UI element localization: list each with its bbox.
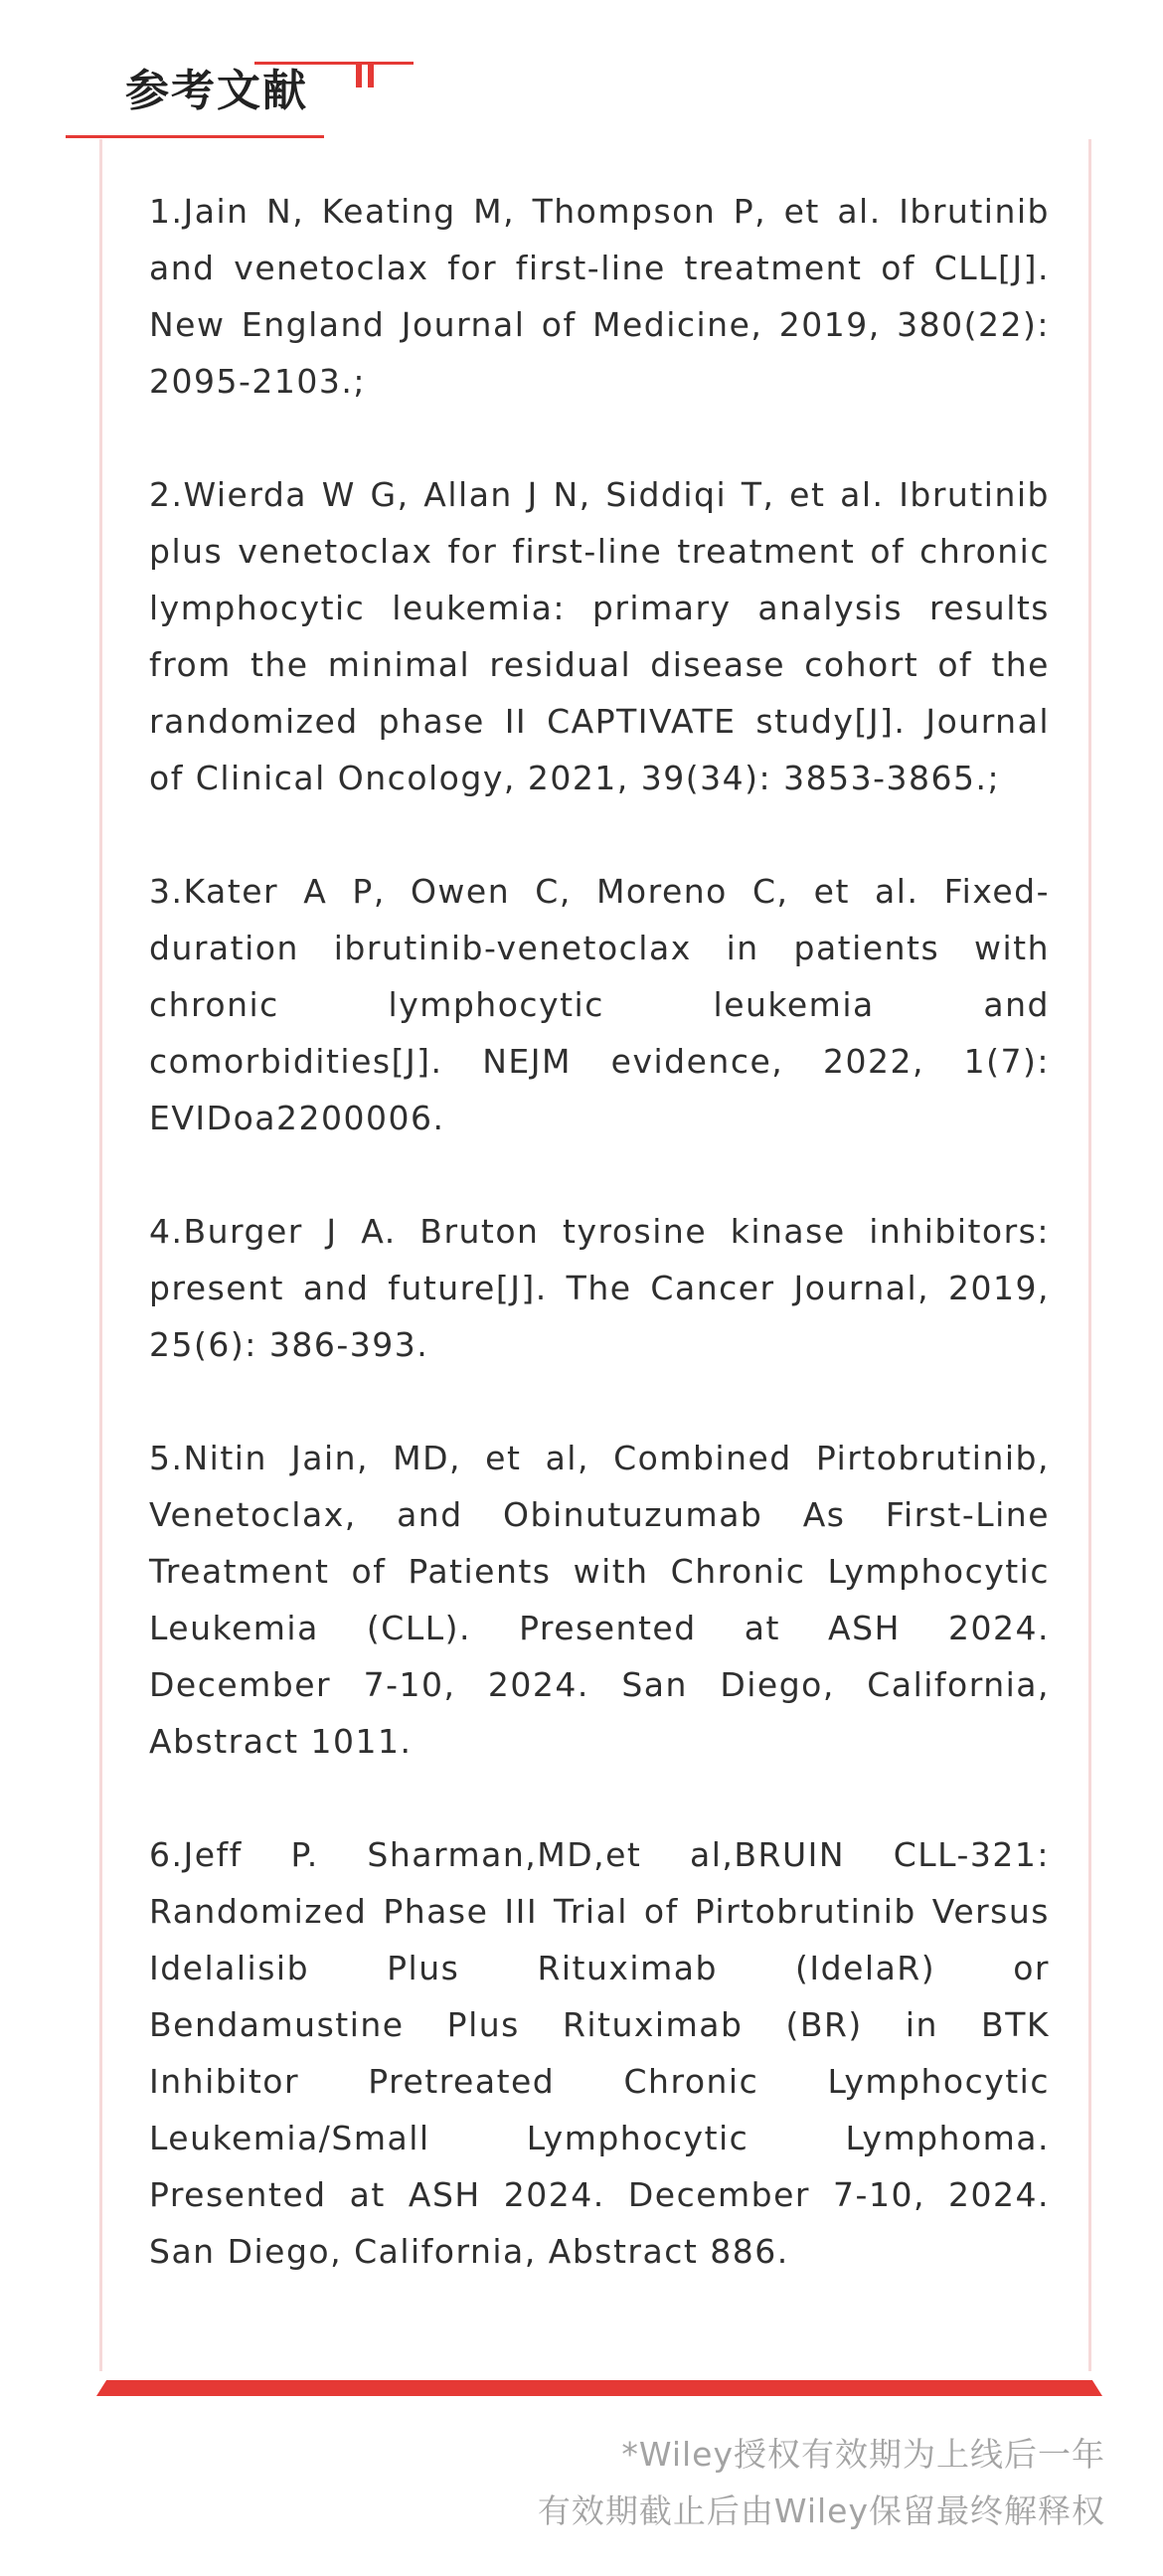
reference-item: 5.Nitin Jain, MD, et al, Combined Pirtobrutinib, Venetoclax, and Obinutuzumab As First-Line Treatment of Patients with Chronic Lymphocytic Leukemia (CLL). Presented at ASH 2024. December 7-10, 2024. San Diego, California, Abstract 1011.: [149, 1439, 1050, 1761]
reference-item: 6.Jeff P. Sharman,MD,et al,BRUIN CLL-321: Randomized Phase III Trial of Pirtobrutinib Versus Idelalisib Plus Rituximab (IdelaR) or Bendamustine Plus Rituximab (BR) in BTK Inhibitor Pretreated Chronic Lymphocytic Leukemia/Small Lymphocytic Lymphoma. Presented at ASH 2024. December 7-10, 2024. San Diego, California, Abstract 886.: [149, 1835, 1050, 2271]
header-decor-bar: [356, 62, 362, 87]
section-title: 参考文献: [125, 66, 308, 116]
footer-line: 有效期截止后由Wiley保留最终解释权: [537, 2491, 1105, 2530]
header-decor-underline: [66, 135, 324, 138]
reference-item: 3.Kater A P, Owen C, Moreno C, et al. Fixed-duration ibrutinib-venetoclax in patients with chronic lymphocytic leukemia and comorbidities[J]. NEJM evidence, 2022, 1(7): EVIDoa2200006.: [149, 872, 1050, 1137]
header-decor-topline: [254, 62, 414, 65]
footer-note: [538, 2426, 1105, 2539]
reference-item: 4.Burger J A. Bruton tyrosine kinase inhibitors: present and future[J]. The Cancer Journal, 2019, 25(6): 386-393.: [149, 1212, 1050, 1364]
reference-list: [149, 183, 1050, 2336]
card-bottom-bar: [96, 2380, 1102, 2396]
footer-line: *Wiley授权有效期为上线后一年: [621, 2435, 1105, 2474]
reference-item: 2.Wierda W G, Allan J N, Siddiqi T, et al. Ibrutinib plus venetoclax for first-line treatment of chronic lymphocytic leukemia: primary analysis results from the minimal residual disease cohort of the randomized phase II CAPTIVATE study[J]. Journal of Clinical Oncology, 2021, 39(34): 3853-3865.;: [149, 475, 1050, 797]
header-decor-bar: [368, 62, 374, 87]
reference-item: 1.Jain N, Keating M, Thompson P, et al. Ibrutinib and venetoclax for first-line treatment of CLL[J]. New England Journal of Medicine, 2019, 380(22): 2095-2103.;: [149, 192, 1050, 401]
section-header: [66, 40, 384, 149]
